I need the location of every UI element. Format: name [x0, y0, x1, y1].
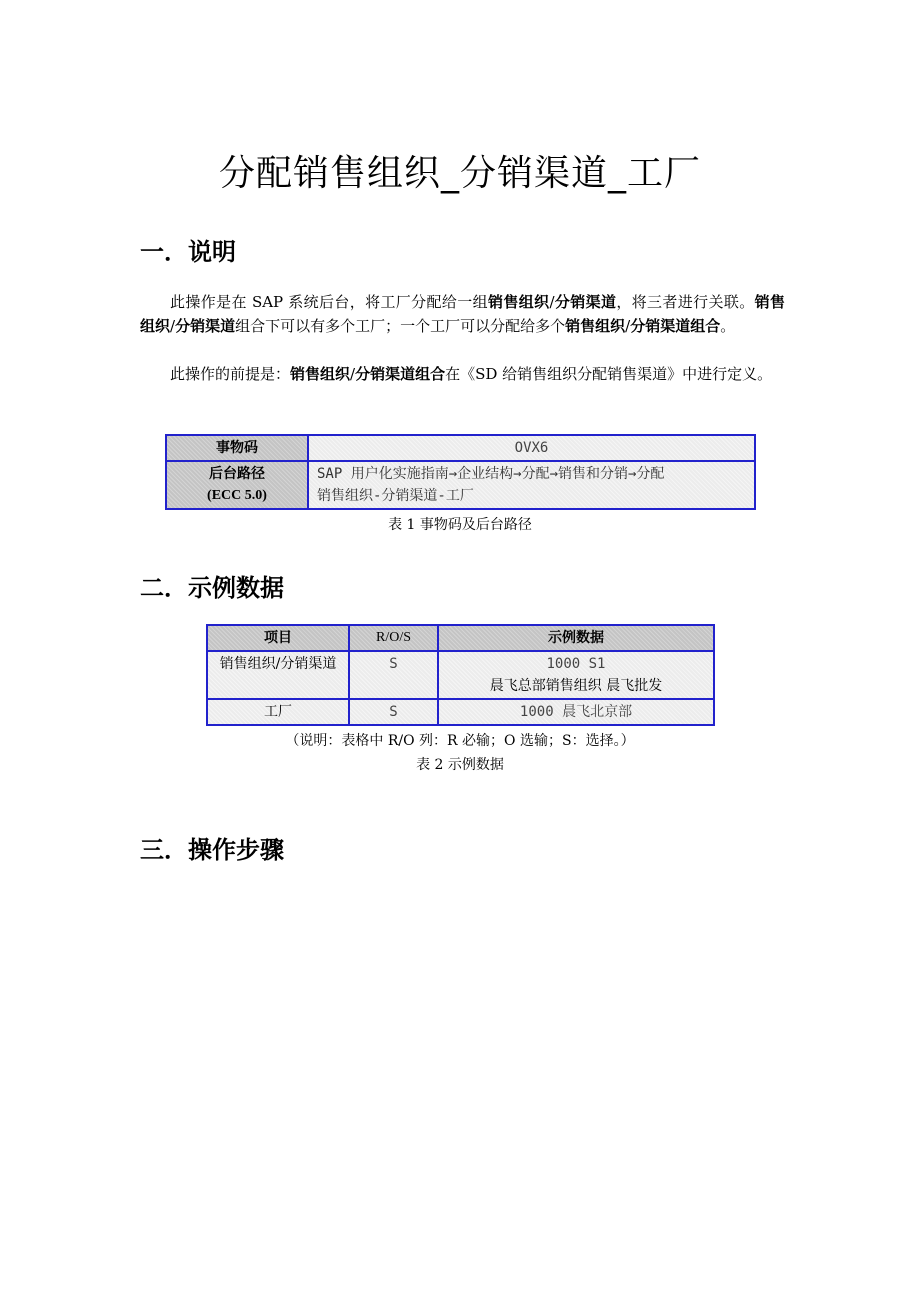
column-header-item: 项目 [207, 625, 349, 651]
table-row [207, 651, 714, 699]
table-2-caption: 表 2 示例数据 [416, 757, 504, 773]
transaction-code-table [165, 434, 756, 510]
document-title: 分配销售组织_分销渠道_工厂 [218, 153, 701, 194]
row-ros-cell: S [349, 699, 438, 725]
table-1-caption: 表 1 事物码及后台路径 [388, 517, 532, 533]
row-data-line-1: 1000 S1 [546, 656, 606, 672]
row-data-cell [438, 651, 714, 699]
backend-path-value [308, 461, 755, 509]
backend-path-label-text: 后台路径 [209, 466, 265, 482]
transaction-code-value: OVX6 [308, 435, 755, 461]
transaction-code-label: 事物码 [166, 435, 308, 461]
column-header-ros: R/O/S [349, 625, 438, 651]
backend-path-version: (ECC 5.0) [207, 488, 267, 503]
table-2-note: （说明：表格中 R/O 列：R 必输；O 选输；S：选择。） [285, 733, 635, 749]
row-data-cell: 1000 晨飞北京部 [438, 699, 714, 725]
backend-path-line-1: SAP 用户化实施指南→企业结构→分配→销售和分销→分配 [317, 466, 665, 482]
row-data-line-2: 晨飞总部销售组织 晨飞批发 [489, 678, 663, 694]
backend-path-label [166, 461, 308, 509]
backend-path-line-2: 销售组织-分销渠道-工厂 [317, 488, 474, 504]
column-header-sample-data: 示例数据 [438, 625, 714, 651]
section-heading-description: 一．说明 [140, 238, 236, 266]
sample-data-table [206, 624, 715, 726]
table-row [207, 699, 714, 725]
row-item-cell: 工厂 [207, 699, 349, 725]
section-heading-operation-steps: 三．操作步骤 [140, 836, 284, 864]
description-paragraph-1: 此操作是在 SAP 系统后台，将工厂分配给一组销售组织/分销渠道，将三者进行关联。销售组织/分销渠道组合下可以有多个工厂；一个工厂可以分配给多个销售组织/分销渠道组合。 [140, 293, 785, 335]
row-ros-cell: S [349, 651, 438, 699]
row-item-cell: 销售组织/分销渠道 [207, 651, 349, 699]
section-heading-sample-data: 二．示例数据 [140, 574, 284, 602]
description-paragraph-2: 此操作的前提是：销售组织/分销渠道组合在《SD 给销售组织分配销售渠道》中进行定义。 [170, 365, 773, 383]
